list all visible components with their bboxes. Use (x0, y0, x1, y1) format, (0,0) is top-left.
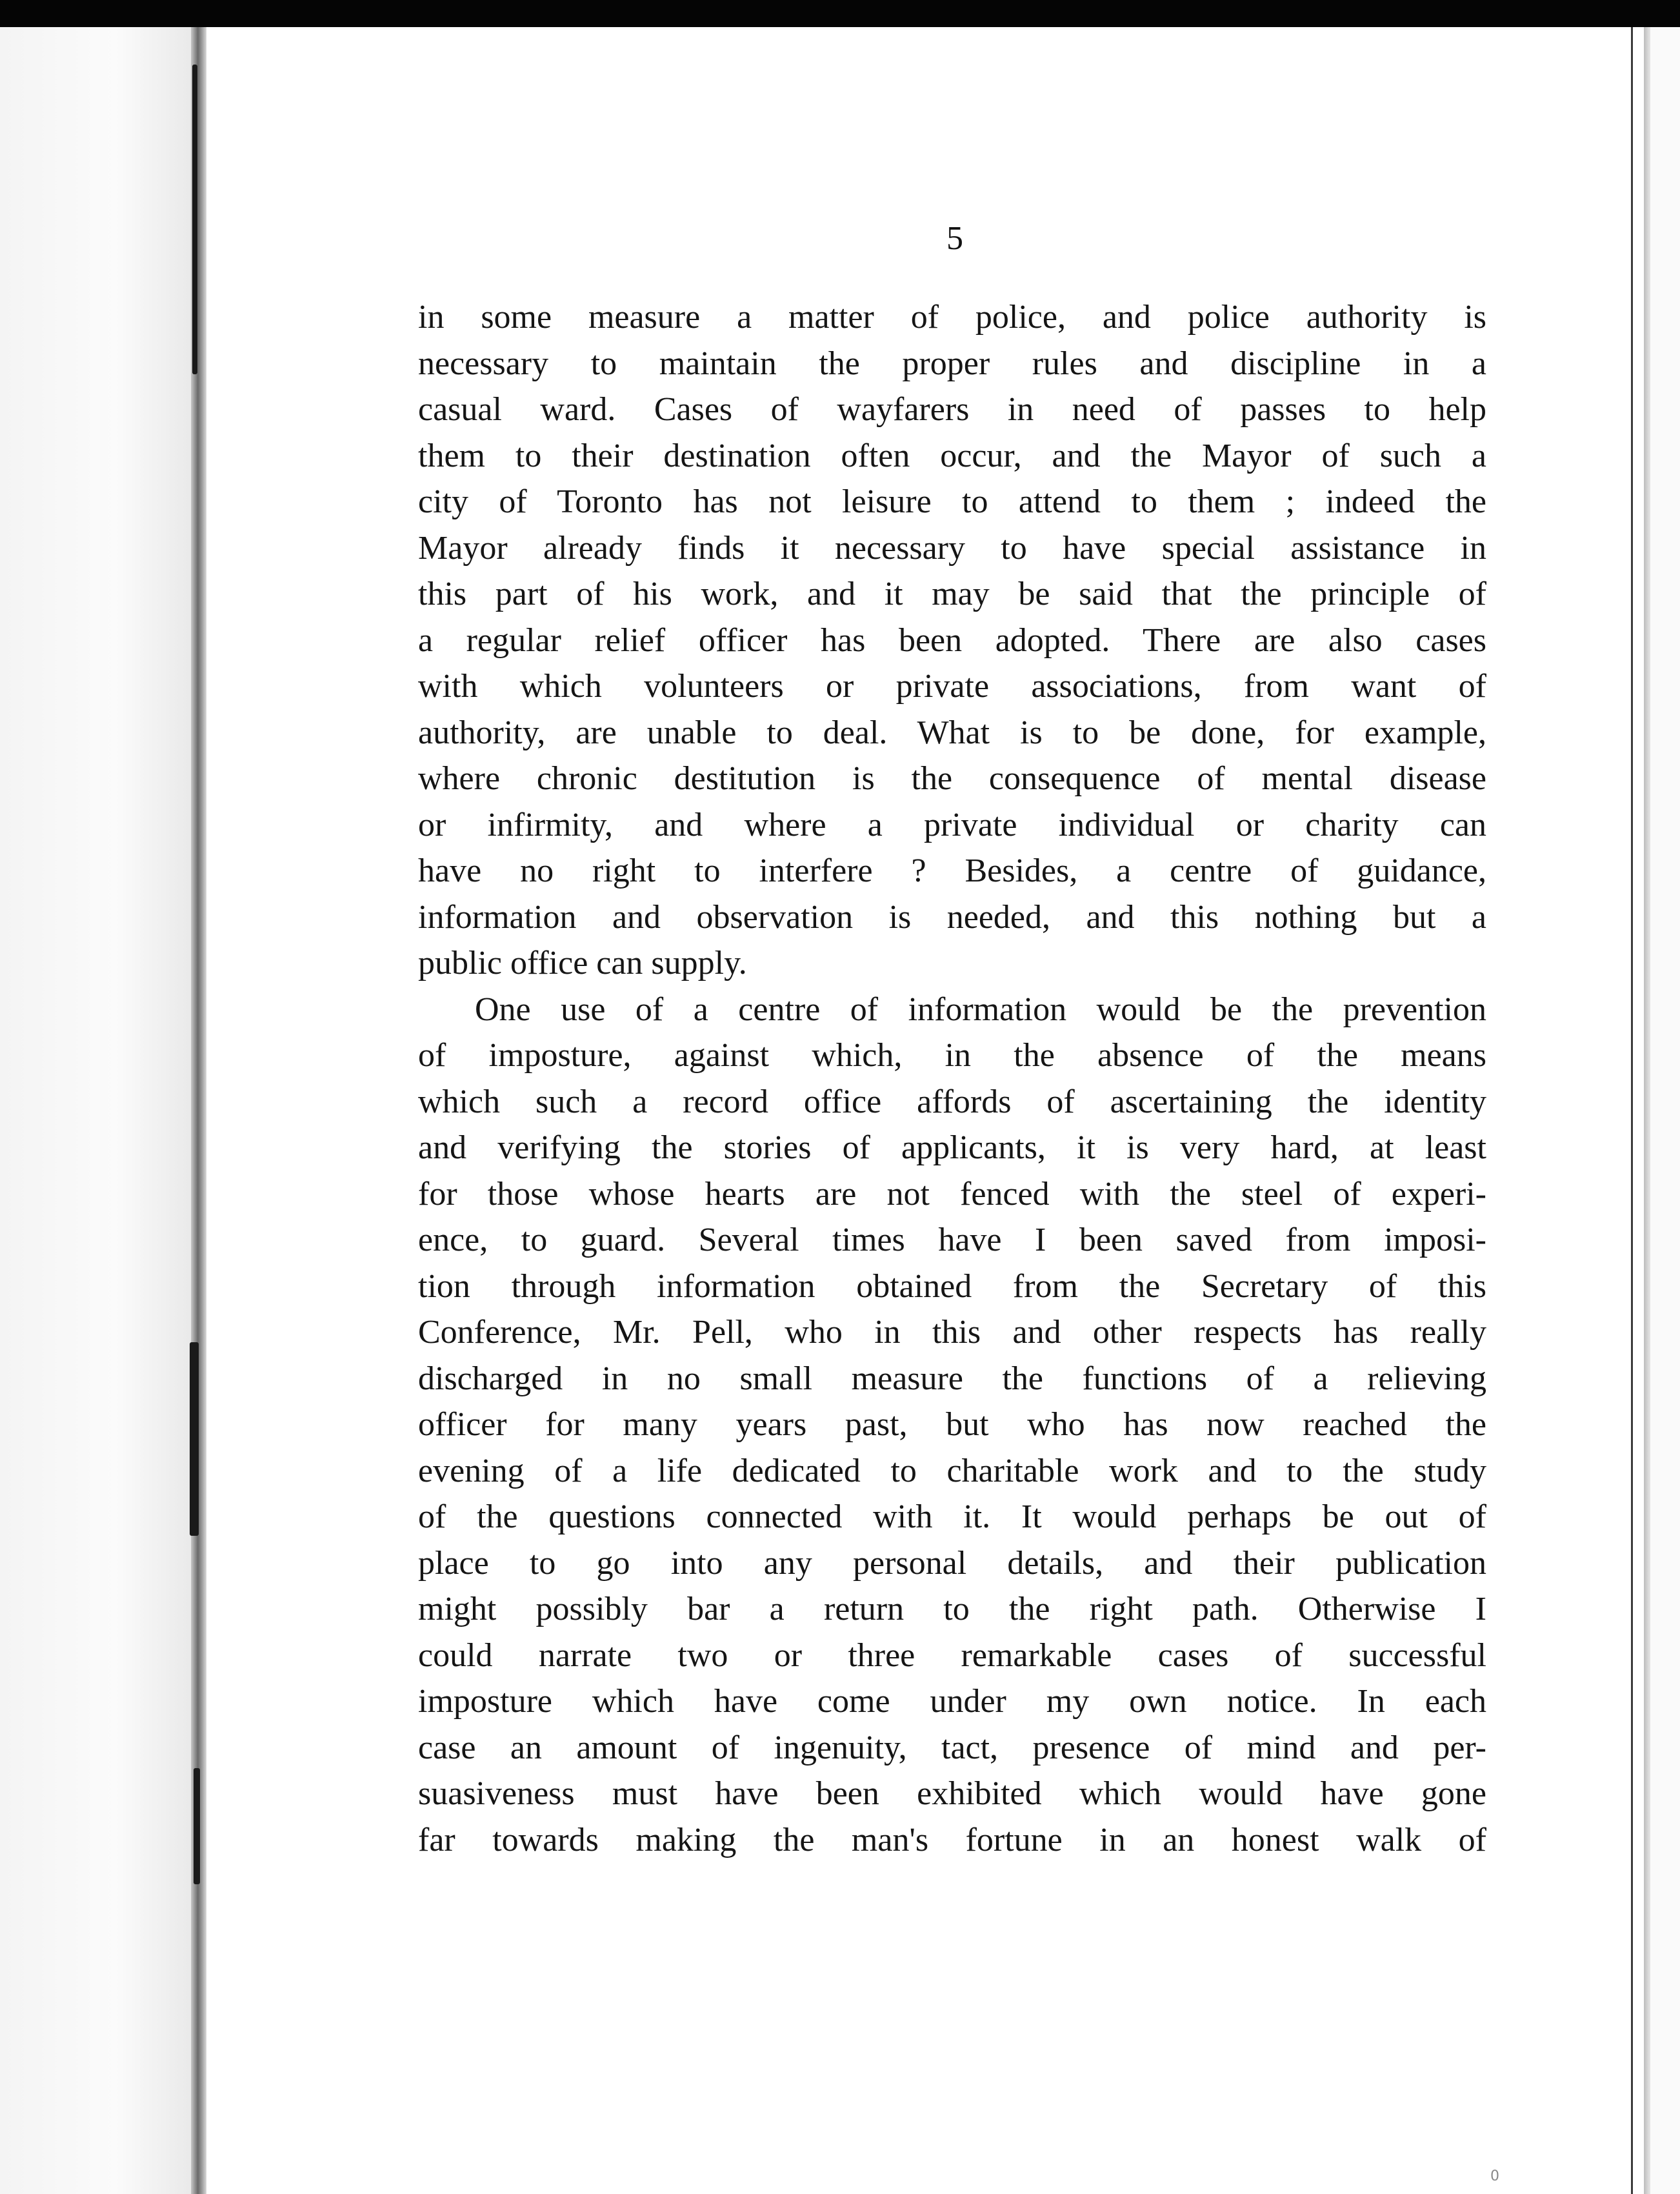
paragraph (418, 294, 1486, 987)
body-text (418, 294, 1486, 1863)
text-line: in some measure a matter of police, and police authority is (418, 299, 1486, 336)
page-edge-line (1631, 27, 1633, 2194)
text-line: casual ward. Cases of wayfarers in need of passes to help (418, 391, 1486, 428)
text-line: with which volunteers or private associations, from want of (418, 668, 1486, 705)
text-line: and verifying the stories of applicants, it is very hard, at least (418, 1129, 1486, 1166)
text-line: this part of his work, and it may be said that the principle of (418, 576, 1486, 612)
text-line: could narrate two or three remarkable cases of successful (418, 1636, 1486, 1674)
binding-mark (190, 1342, 199, 1536)
text-line: ence, to guard. Several times have I been saved from imposi- (418, 1222, 1486, 1258)
text-line: of the questions connected with it. It would perhaps be out of (418, 1498, 1486, 1535)
page-number: 5 (946, 220, 963, 257)
text-line: far towards making the man's fortune in an honest walk of (418, 1821, 1486, 1858)
text-line: where chronic destitution is the consequence of mental disease (418, 760, 1486, 797)
text-line: officer for many years past, but who has now reached the (418, 1406, 1486, 1443)
binding-mark (194, 1768, 200, 1884)
text-line: imposture which have come under my own notice. In each (418, 1683, 1486, 1720)
text-line: them to their destination often occur, and the Mayor of such a (418, 437, 1486, 474)
text-line: of imposture, against which, in the absence of the means (418, 1037, 1486, 1074)
binding-mark (192, 65, 197, 374)
scan-border (0, 0, 1680, 27)
text-line: suasiveness must have been exhibited which would have gone (418, 1775, 1486, 1812)
text-line: which such a record office affords of ascertaining the identity (418, 1083, 1486, 1120)
text-line: evening of a life dedicated to charitable work and to the study (418, 1452, 1486, 1489)
text-line: tion through information obtained from the Secretary of this (418, 1267, 1486, 1305)
paragraph (418, 987, 1486, 1864)
text-line: or infirmity, and where a private individual or charity can (418, 806, 1486, 843)
text-line: a regular relief officer has been adopted. There are also cases (418, 621, 1486, 659)
text-line: Mayor already finds it necessary to have special assistance in (418, 529, 1486, 567)
text-line: discharged in no small measure the functions of a relieving (418, 1360, 1486, 1397)
text-line: have no right to interfere ? Besides, a centre of guidance, (418, 852, 1486, 889)
facing-page-edge (0, 27, 194, 2194)
scan-corner-mark: 0 (1490, 2168, 1499, 2184)
text-line: public office can supply. (418, 945, 747, 981)
text-line: case an amount of ingenuity, tact, presence of mind and per- (418, 1729, 1486, 1766)
text-line: authority, are unable to deal. What is to be done, for example, (418, 714, 1486, 751)
page-edge (1644, 27, 1650, 2194)
text-line: for those whose hearts are not fenced with the steel of experi- (418, 1175, 1486, 1213)
scan-margin (1650, 27, 1680, 2194)
text-line: place to go into any personal details, and their publication (418, 1544, 1486, 1582)
text-line: information and observation is needed, and this nothing but a (418, 898, 1486, 936)
text-line: One use of a centre of information would be the prevention (475, 991, 1486, 1028)
text-line: Conference, Mr. Pell, who in this and other respects has really (418, 1314, 1486, 1351)
text-line: city of Toronto has not leisure to attend to them ; indeed the (418, 483, 1486, 520)
text-line: might possibly bar a return to the right path. Otherwise I (418, 1591, 1486, 1627)
text-line: necessary to maintain the proper rules and discipline in a (418, 345, 1486, 382)
